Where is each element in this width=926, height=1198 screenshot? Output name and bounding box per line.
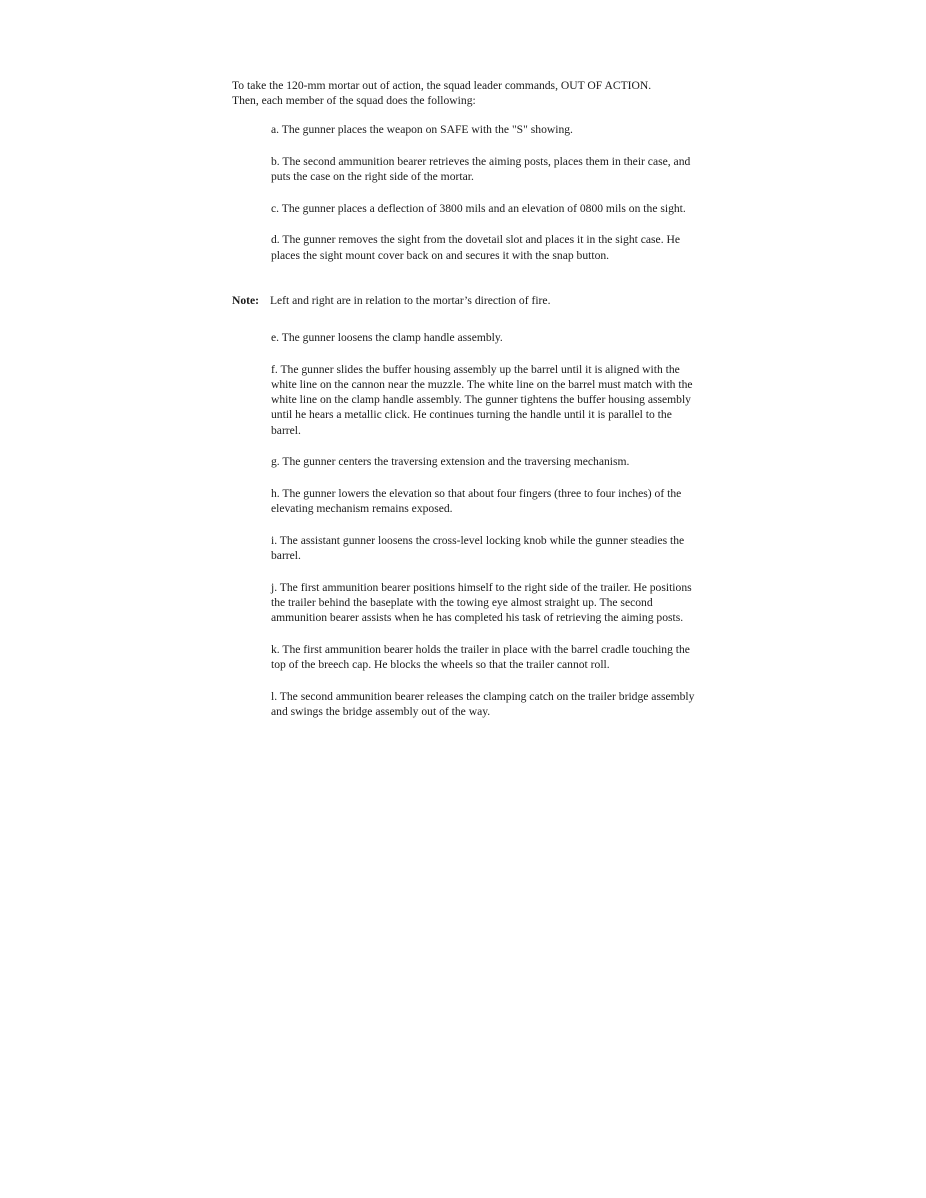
step-f: f. The gunner slides the buffer housing assembly up the barrel until it is aligned with the white line on the cannon near the muzzle. The white line on the barrel must match with the white line on the clamp handle assembly. The gunner tightens the buffer housing assembly until he hears a metallic click. He continues turning the handle until it is parallel to the barrel. [271,362,693,437]
intro-paragraph: To take the 120-mm mortar out of action, the squad leader commands, OUT OF ACTION. Then, each member of the squad does the following: [232,79,652,108]
step-j: j. The first ammunition bearer positions himself to the right side of the trailer. He positions the trailer behind the baseplate with the towing eye almost straight up. The second ammunition bearer assists when he has completed his task of retrieving the aiming posts. [271,580,692,625]
steps-list-before-note [271,122,701,279]
note-paragraph [232,293,702,308]
step-a: a. The gunner places the weapon on SAFE with the "S" showing. [271,123,573,136]
steps-list-after-note [271,330,701,736]
step-e: e. The gunner loosens the clamp handle assembly. [271,331,503,344]
step-l: l. The second ammunition bearer releases the clamping catch on the trailer bridge assembly and swings the bridge assembly out of the way. [271,689,695,718]
note-text: Left and right are in relation to the mortar’s direction of fire. [269,294,551,307]
step-b: b. The second ammunition bearer retrieves the aiming posts, places them in their case, and puts the case on the right side of the mortar. [271,154,691,183]
step-c: c. The gunner places a deflection of 3800 mils and an elevation of 0800 mils on the sight. [271,201,686,215]
step-i: i. The assistant gunner loosens the cross-level locking knob while the gunner steadies the barrel. [271,533,685,563]
step-g: g. The gunner centers the traversing extension and the traversing mechanism. [271,455,630,469]
step-k: k. The first ammunition bearer holds the trailer in place with the barrel cradle touching the top of the breech cap. He blocks the wheels so that the trailer cannot roll. [271,642,690,672]
step-h: h. The gunner lowers the elevation so that about four fingers (three to four inches) of the elevating mechanism remains exposed. [271,486,682,516]
step-d: d. The gunner removes the sight from the dovetail slot and places it in the sight case. He places the sight mount cover back on and secures it with the snap button. [271,233,681,262]
note-label: Note: [232,294,260,307]
